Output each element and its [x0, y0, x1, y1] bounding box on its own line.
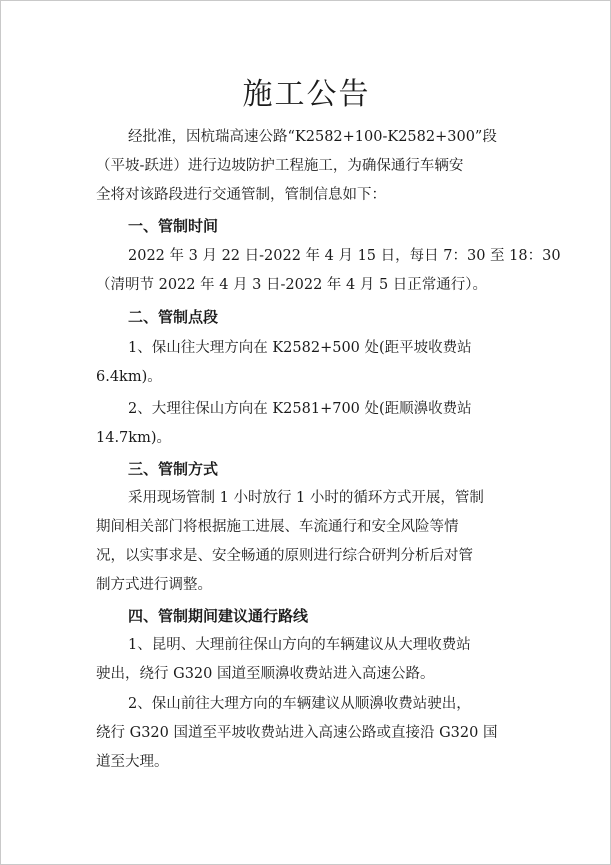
route-item-2-line-1: 2、保山前往大理方向的车辆建议从顺濞收费站驶出，	[128, 696, 471, 712]
intro-line-3: 全将对该路段进行交通管制，管制信息如下：	[96, 187, 386, 203]
time-line-2: （清明节 2022 年 4 月 3 日-2022 年 4 月 5 日正常通行）。	[96, 277, 488, 293]
intro-line-1: 经批准，因杭瑞高速公路“K2582+100-K2582+300”段	[128, 129, 497, 145]
route-item-2-line-2: 绕行 G320 国道至平坡收费站进入高速公路或直接沿 G320 国	[96, 725, 498, 741]
route-item-2-line-3: 道至大理。	[96, 754, 169, 770]
time-line-1: 2022 年 3 月 22 日-2022 年 4 月 15 日，每日 7：30 至 18：30	[128, 248, 561, 264]
section-heading-method: 三、管制方式	[128, 460, 219, 478]
location-item-2-line-2: 14.7km)。	[96, 430, 171, 446]
method-line-3: 况，以实事求是、安全畅通的原则进行综合研判分析后对管	[96, 548, 473, 564]
method-line-4: 制方式进行调整。	[96, 577, 212, 593]
section-heading-location: 二、管制点段	[128, 308, 219, 326]
section-heading-time: 一、管制时间	[128, 217, 219, 235]
location-item-1-line-1: 1、保山往大理方向在 K2582+500 处(距平坡收费站	[128, 340, 472, 356]
location-item-1-line-2: 6.4km)。	[96, 369, 162, 385]
route-item-1-line-1: 1、昆明、大理前往保山方向的车辆建议从大理收费站	[128, 637, 471, 653]
method-line-2: 期间相关部门将根据施工进展、车流通行和安全风险等情	[96, 519, 459, 535]
method-line-1: 采用现场管制 1 小时放行 1 小时的循环方式开展，管制	[128, 490, 484, 506]
section-heading-routes: 四、管制期间建议通行路线	[128, 607, 309, 625]
route-item-1-line-2: 驶出，绕行 G320 国道至顺濞收费站进入高速公路。	[96, 666, 435, 682]
intro-line-2: （平坡-跃进）进行边坡防护工程施工，为确保通行车辆安	[96, 158, 464, 174]
location-item-2-line-1: 2、大理往保山方向在 K2581+700 处(距顺濞收费站	[128, 401, 472, 417]
document-title: 施工公告	[242, 77, 371, 112]
